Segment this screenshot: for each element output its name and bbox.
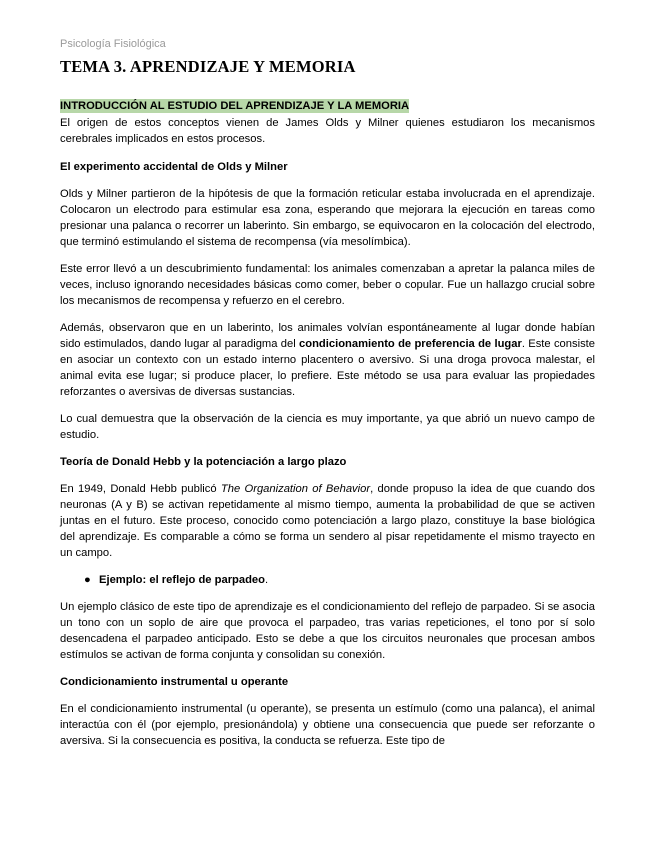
- section-heading-olds-milner: El experimento accidental de Olds y Milner: [60, 161, 288, 173]
- intro-paragraph: El origen de estos conceptos vienen de James Olds y Milner quienes estudiaron los mecanismos cerebrales implicados en estos procesos.: [60, 117, 595, 145]
- highlighted-heading-text: INTRODUCCIÓN AL ESTUDIO DEL APRENDIZAJE Y LA MEMORIA: [60, 100, 410, 112]
- text-run: .: [265, 574, 269, 586]
- list-item-text: [99, 574, 268, 586]
- bold-term: condicionamiento de preferencia de lugar: [299, 338, 522, 350]
- text-run: En 1949, Donald Hebb publicó: [60, 483, 221, 495]
- running-header: Psicología Fisiológica: [60, 38, 166, 50]
- paragraph: Este error llevó a un descubrimiento fundamental: los animales comenzaban a apretar la palanca miles de veces, incluso ignorando necesidades básicas como comer, beber o copular. Fue un hallazgo crucial sobre los mecanismos de recompensa y refuerzo en el cerebro.: [60, 263, 595, 307]
- section-heading-hebb: Teoría de Donald Hebb y la potenciación a largo plazo: [60, 456, 347, 468]
- page-title: TEMA 3. APRENDIZAJE Y MEMORIA: [60, 57, 356, 76]
- text-run: . Este consiste en asociar un contexto con un estado interno placentero o aversivo. Si una droga provoca malestar, el animal evita ese lugar; si produce placer, lo prefiere. Este método se usa para evaluar las propiedades reforzantes o aversivas de diversas sustancias.: [60, 338, 595, 398]
- bullet-icon: ●: [84, 574, 91, 586]
- book-title: The Organization of Behavior: [220, 483, 371, 495]
- list-item: [60, 572, 595, 588]
- paragraph: [60, 320, 595, 400]
- intro-heading: [60, 98, 595, 114]
- paragraph: [60, 481, 595, 561]
- paragraph: Lo cual demuestra que la observación de la ciencia es muy importante, ya que abrió un nuevo campo de estudio.: [60, 413, 595, 441]
- text-run: , donde propuso la idea de que cuando dos neuronas (A y B) se activan repetidamente al mismo tiempo, aumenta la probabilidad de que se activen juntas en el futuro. Este proceso, conocido como potenciación a largo plazo, constituye la base biológica del aprendizaje. Es comparable a cómo se forma un sendero al pisar repetidamente el mismo trayecto en un campo.: [60, 483, 595, 559]
- paragraph: Olds y Milner partieron de la hipótesis de que la formación reticular estaba involucrada en el aprendizaje. Colocaron un electrodo para estimular esa zona, esperando que mejorara la ejecución en tareas como presionar una palanca o recorrer un laberinto. Sin embargo, se equivocaron en la colocación del electrodo, que terminó estimulando el sistema de recompensa (vía mesolímbica).: [60, 188, 595, 248]
- paragraph: Un ejemplo clásico de este tipo de aprendizaje es el condicionamiento del reflejo de parpadeo. Si se asocia un tono con un soplo de aire que provoca el parpadeo, tras varias repeticiones, el tono por sí solo desencadena el parpadeo anticipado. Esto se debe a que los circuitos neuronales que procesan ambos estímulos se activan de forma conjunta y consolidan su conexión.: [60, 601, 595, 661]
- paragraph: En el condicionamiento instrumental (u operante), se presenta un estímulo (como una palanca), el animal interactúa con él (por ejemplo, presionándola) y obtiene una consecuencia que puede ser reforzante o aversiva. Si la consecuencia es positiva, la conducta se refuerza. Este tipo de: [60, 703, 595, 747]
- bold-term: Ejemplo: el reflejo de parpadeo: [99, 574, 265, 586]
- text-run: Además, observaron que en un laberinto, los animales volvían espontáneamente al lugar donde habían sido estimulados, dando lugar al paradigma del: [60, 322, 595, 350]
- section-heading-instrumental: Condicionamiento instrumental u operante: [60, 676, 289, 688]
